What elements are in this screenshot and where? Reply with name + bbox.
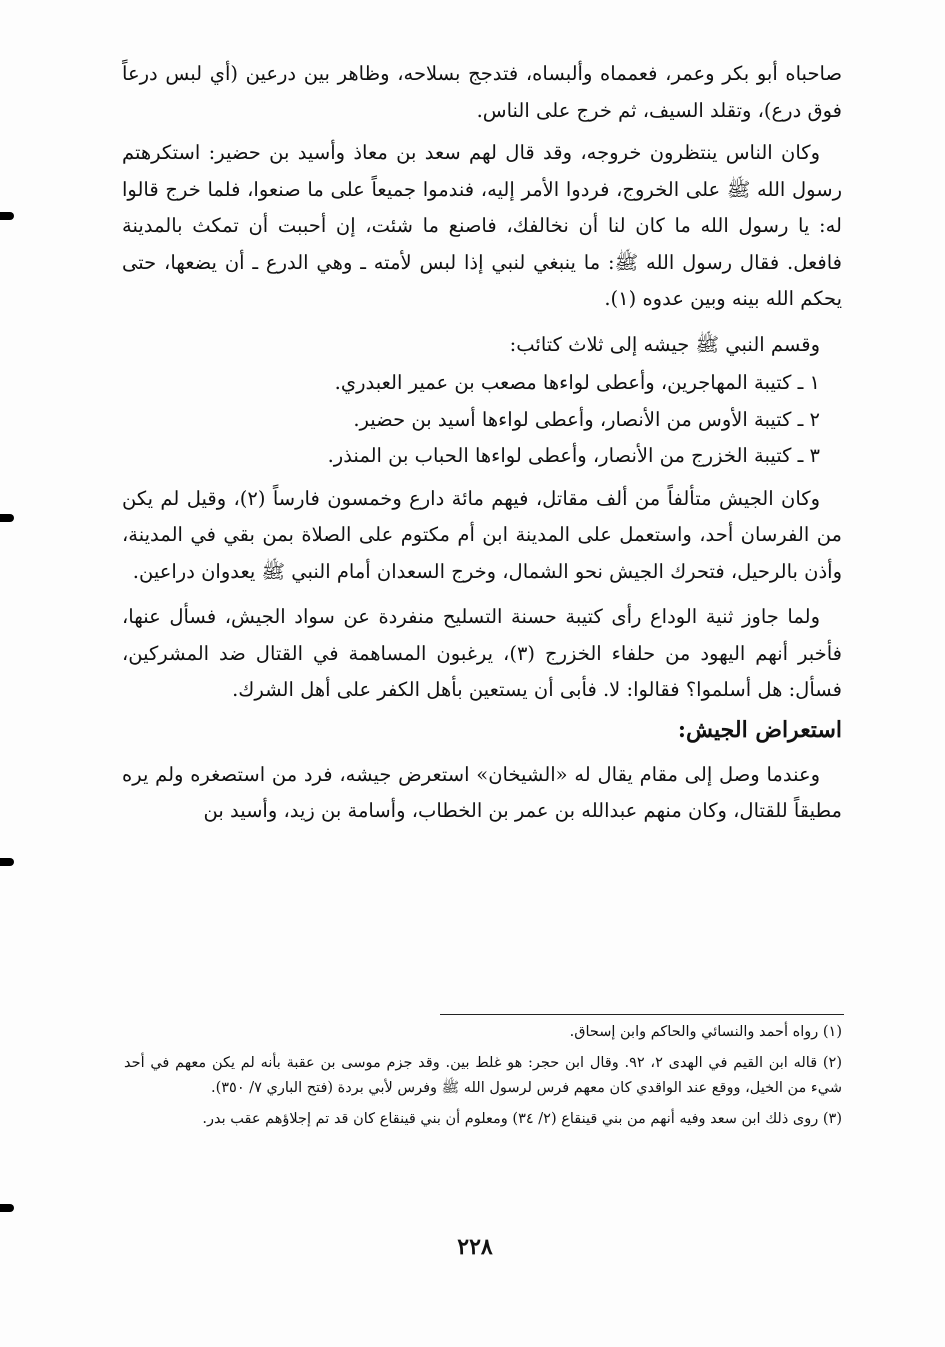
scan-edge-mark	[0, 514, 14, 522]
paragraph-6: وعندما وصل إلى مقام يقال له «الشيخان» استعرض جيشه، فرد من استصغره ولم يره مطيقاً للقتال، وكان منهم عبدالله بن عمر بن الخطاب، وأسامة بن زيد، وأسيد بن	[122, 762, 842, 822]
list-item: ١ ـ كتيبة المهاجرين، وأعطى لواءها مصعب بن عمير العبدري.	[334, 371, 820, 394]
scan-edge-mark	[0, 858, 14, 866]
list-item: ٢ ـ كتيبة الأوس من الأنصار، وأعطى لواءها أسيد بن حضير.	[353, 407, 820, 431]
scan-edge-mark	[0, 212, 14, 220]
scan-edge-mark	[0, 1204, 14, 1212]
footnote-1: (١) رواه أحمد والنسائي والحاكم وابن إسحاق.	[569, 1024, 842, 1040]
section-heading: استعراض الجيش:	[677, 716, 842, 743]
footnote-2: (٢) قاله ابن القيم في الهدى ٢، ٩٢. وقال ابن حجر: هو غلط بين. وقد جزم موسى بن عقبة بأنه لم يكن معهم في أحد شيء من الخيل، ووقع عند الواقدي كان معهم فرس لرسول الله ﷺ وفرس لأبي بردة (فتح الباري ٧/ ٣٥٠).	[124, 1055, 842, 1096]
paragraph-5: ولما جاوز ثنية الوداع رأى كتيبة حسنة التسليح منفردة عن سواد الجيش، فسأل عنها، فأخبر أنهم اليهود من حلفاء الخزرج (٣)، يرغبون المساهمة في القتال ضد المشركين، فسأل: هل أسلموا؟ فقالوا: لا. فأبى أن يستعين بأهل الكفر على أهل الشرك.	[122, 605, 842, 701]
list-item: ٣ ـ كتيبة الخزرج من الأنصار، وأعطى لواءها الحباب بن المنذر.	[327, 444, 820, 467]
page-number: ٢٢٨	[457, 1234, 493, 1260]
paragraph-3: وقسم النبي ﷺ جيشه إلى ثلاث كتائب:	[509, 332, 820, 356]
footnotes	[124, 1020, 842, 1138]
paragraph-2: وكان الناس ينتظرون خروجه، وقد قال لهم سعد بن معاذ وأسيد بن حضير: استكرهتم رسول الله ﷺ على الخروج، فردوا الأمر إليه، فندموا جميعاً على ما صنعوا، فلما خرج قالوا له: يا رسول الله ما كان لنا أن نخالفك، فاصنع ما شئت، إن أحببت أن تمكث بالمدينة فافعل. فقال رسول الله ﷺ: ما ينبغي لنبي إذا لبس لأمته ـ وهي الدرع ـ أن يضعها، حتى يحكم الله بينه وبين عدوه (١).	[122, 141, 842, 310]
main-body-text	[122, 56, 842, 839]
paragraph-4: وكان الجيش متألفاً من ألف مقاتل، فيهم مائة دارع وخمسون فارساً (٢)، وقيل لم يكن من الفرسان أحد، واستعمل على المدينة ابن أم مكتوم على الصلاة بمن بقي في المدينة، وأذن بالرحيل، فتحرك الجيش نحو الشمال، وخرج السعدان أمام النبي ﷺ يعدوان دراعين.	[122, 486, 842, 583]
footnote-separator	[440, 1014, 844, 1015]
footnote-3: (٣) روى ذلك ابن سعد وفيه أنهم من بني قينقاع (٢/ ٣٤) ومعلوم أن بني قينقاع كان قد تم إجلاؤهم عقب بدر.	[202, 1111, 842, 1127]
paragraph-1: صاحباه أبو بكر وعمر، فعمماه وألبساه، فتدجج بسلاحه، وظاهر بين درعين (أي لبس درعاً فوق درع)، وتقلد السيف، ثم خرج على الناس.	[122, 62, 842, 122]
battalions-list	[122, 365, 842, 475]
